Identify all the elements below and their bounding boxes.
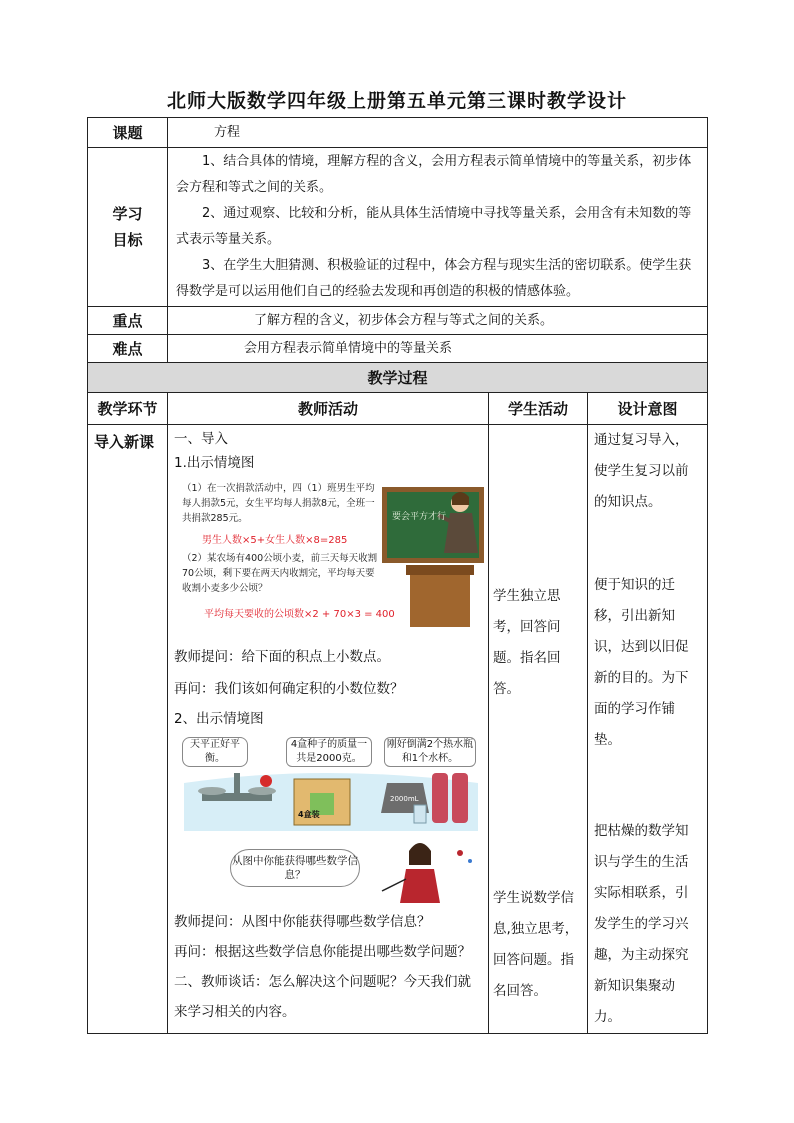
header-teacher: 教师活动 bbox=[168, 393, 489, 425]
blackboard-teacher-illustration bbox=[380, 481, 484, 631]
teacher-question-4: 再问：根据这些数学信息你能提出哪些数学问题？ bbox=[174, 944, 471, 960]
teacher-question-3: 教师提问：从图中你能获得哪些数学信息？ bbox=[174, 914, 431, 930]
blackboard-text: 要会平方才行 bbox=[392, 512, 447, 522]
topic-value: 方程 bbox=[168, 118, 708, 148]
board-question-1: （1）在一次捐款活动中，四（1）班男生平均每人捐款5元，女生平均每人捐款8元，全班一共捐款285元。 bbox=[182, 483, 375, 524]
board-equation-1: 男生人数×5+女生人数×8=285 bbox=[202, 535, 348, 546]
scene-image-3 bbox=[174, 839, 482, 903]
header-student: 学生活动 bbox=[489, 393, 588, 425]
goals-label-line1: 学习 bbox=[112, 205, 143, 223]
teacher-pointing-illustration bbox=[380, 839, 480, 903]
document-title: 北师大版数学四年级上册第五单元第三课时教学设计 bbox=[166, 90, 627, 112]
scene-image-2 bbox=[174, 737, 482, 835]
board-equation-2: 平均每天要收的公顷数×2 + 70×3 = 400 bbox=[204, 609, 395, 620]
design-intent-3: 把枯燥的数学知识与学生的生活实际相联系，引发学生的学习兴趣，为主动探究新知识集聚动力。 bbox=[594, 823, 689, 1025]
process-section-title: 教学过程 bbox=[88, 363, 708, 393]
design-intent-cell bbox=[588, 425, 708, 1034]
goal-item: 1、结合具体的情境，理解方程的含义，会用方程表示简单情境中的等量关系，初步体会方程和等式之间的关系。 bbox=[176, 154, 692, 195]
goals-label-line2: 目标 bbox=[112, 231, 143, 249]
teacher-question-1: 教师提问：给下面的积点上小数点。 bbox=[174, 649, 390, 665]
key-point-label: 重点 bbox=[88, 307, 168, 335]
student-activity-cell bbox=[489, 425, 588, 1034]
goals-content bbox=[168, 148, 708, 307]
teacher-talk: 二、教师谈话：怎么解决这个问题呢？今天我们就来学习相关的内容。 bbox=[174, 974, 471, 1020]
teacher-activity-cell bbox=[168, 425, 489, 1034]
step2-label: 2、出示情境图 bbox=[174, 711, 264, 727]
topic-label: 课题 bbox=[88, 118, 168, 148]
difficulty-value: 会用方程表示简单情境中的等量关系 bbox=[168, 335, 708, 363]
design-intent-1: 通过复习导入，使学生复习以前的知识点。 bbox=[594, 432, 689, 510]
bubble-question: 从图中你能获得哪些数学信息？ bbox=[230, 849, 360, 887]
teacher-question-2: 再问：我们该如何确定积的小数位数？ bbox=[174, 681, 404, 697]
stage-cell: 导入新课 bbox=[88, 425, 168, 1034]
goal-item: 2、通过观察、比较和分析，能从具体生活情境中寻找等量关系，会用含有未知数的等式表示等量关系。 bbox=[176, 206, 692, 247]
key-point-value: 了解方程的含义，初步体会方程与等式之间的关系。 bbox=[168, 307, 708, 335]
goal-item: 3、在学生大胆猜测、积极验证的过程中，体会方程与现实生活的密切联系。使学生获得数学是可以运用他们自己的经验去发现和再创造的积极的情感体验。 bbox=[176, 258, 692, 299]
difficulty-label: 难点 bbox=[88, 335, 168, 363]
student-activity-1: 学生独立思考，回答问题。指名回答。 bbox=[493, 588, 561, 697]
design-intent-2: 便于知识的迁移，引出新知识，达到以旧促新的目的。为下面的学习作铺垫。 bbox=[594, 577, 689, 748]
bubble-kettle: 刚好倒满2个热水瓶和1个水杯。 bbox=[384, 737, 476, 767]
lesson-plan-table bbox=[87, 117, 708, 1034]
scene-image-1 bbox=[174, 481, 482, 631]
board-question-2: （2）某农场有400公顷小麦，前三天每天收割70公顷，剩下要在两天内收割完，平均每天要收割小麦多少公顷？ bbox=[182, 553, 378, 594]
box-label: 4盒装 bbox=[298, 810, 320, 819]
bubble-balance: 天平正好平衡。 bbox=[182, 737, 248, 767]
goals-label bbox=[88, 148, 168, 307]
intro-heading: 一、导入 bbox=[174, 431, 228, 447]
header-intent: 设计意图 bbox=[588, 393, 708, 425]
student-activity-2: 学生说数学信息,独立思考，回答问题。指名回答。 bbox=[493, 890, 579, 999]
header-stage: 教学环节 bbox=[88, 393, 168, 425]
kettle-label: 2000mL bbox=[390, 795, 419, 803]
step1-label: 1.出示情境图 bbox=[174, 455, 255, 471]
bubble-seeds: 4盒种子的质量一共是2000克。 bbox=[286, 737, 372, 767]
